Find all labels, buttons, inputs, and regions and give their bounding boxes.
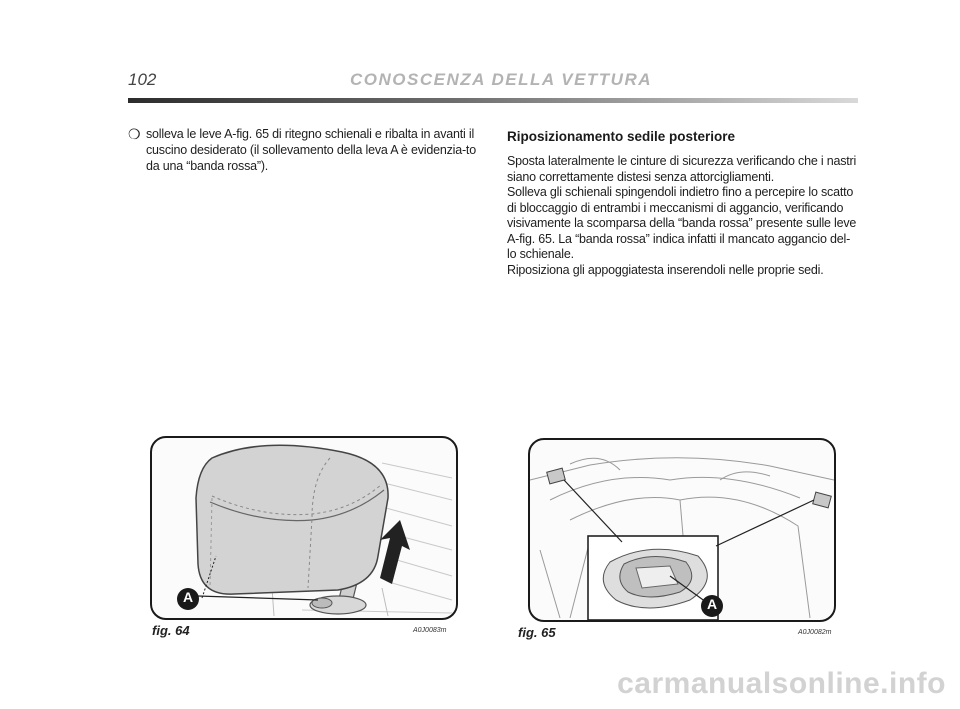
figure-caption: fig. 64 bbox=[152, 623, 190, 638]
figure-code: A0J0082m bbox=[798, 629, 832, 636]
figure-code: A0J0083m bbox=[413, 627, 447, 634]
callout-label: A bbox=[182, 589, 194, 605]
watermark: carmanualsonline.info bbox=[617, 667, 946, 700]
section-heading: Riposizionamento sedile posteriore bbox=[507, 129, 736, 144]
figure-64 bbox=[150, 436, 458, 620]
figure-65 bbox=[528, 438, 836, 622]
running-title: CONOSCENZA DELLA VETTURA bbox=[350, 70, 653, 89]
section-body bbox=[507, 154, 857, 278]
page-number: 102 bbox=[128, 70, 157, 89]
paragraph: Solleva gli schienali spingendoli indietro fino a percepire lo scatto di bloccaggio di entrambi i meccanismi di aggancio, verificando visivamente la scomparsa della “banda rossa” presente sulle leve A-fig. 65. La “banda rossa” indica infatti il mancato aggancio del-lo schienale. bbox=[507, 185, 857, 261]
bullet-text: solleva le leve A-fig. 65 di ritegno schienali e ribalta in avanti il cuscino desiderato (il sollevamento della leva A è evidenzia-to da una “banda rossa”). bbox=[146, 127, 476, 173]
bullet-icon: ❍ bbox=[128, 126, 141, 142]
rear-seat-illustration bbox=[530, 440, 834, 620]
header-rule bbox=[128, 98, 858, 103]
figure-caption: fig. 65 bbox=[518, 625, 556, 640]
callout-label: A bbox=[706, 596, 718, 612]
headrest-illustration bbox=[152, 438, 456, 618]
paragraph: Riposiziona gli appoggiatesta inserendoli nelle proprie sedi. bbox=[507, 262, 824, 277]
paragraph: Sposta lateralmente le cinture di sicurezza verificando che i nastri siano correttamente distesi senza attorcigliamenti. bbox=[507, 154, 857, 184]
